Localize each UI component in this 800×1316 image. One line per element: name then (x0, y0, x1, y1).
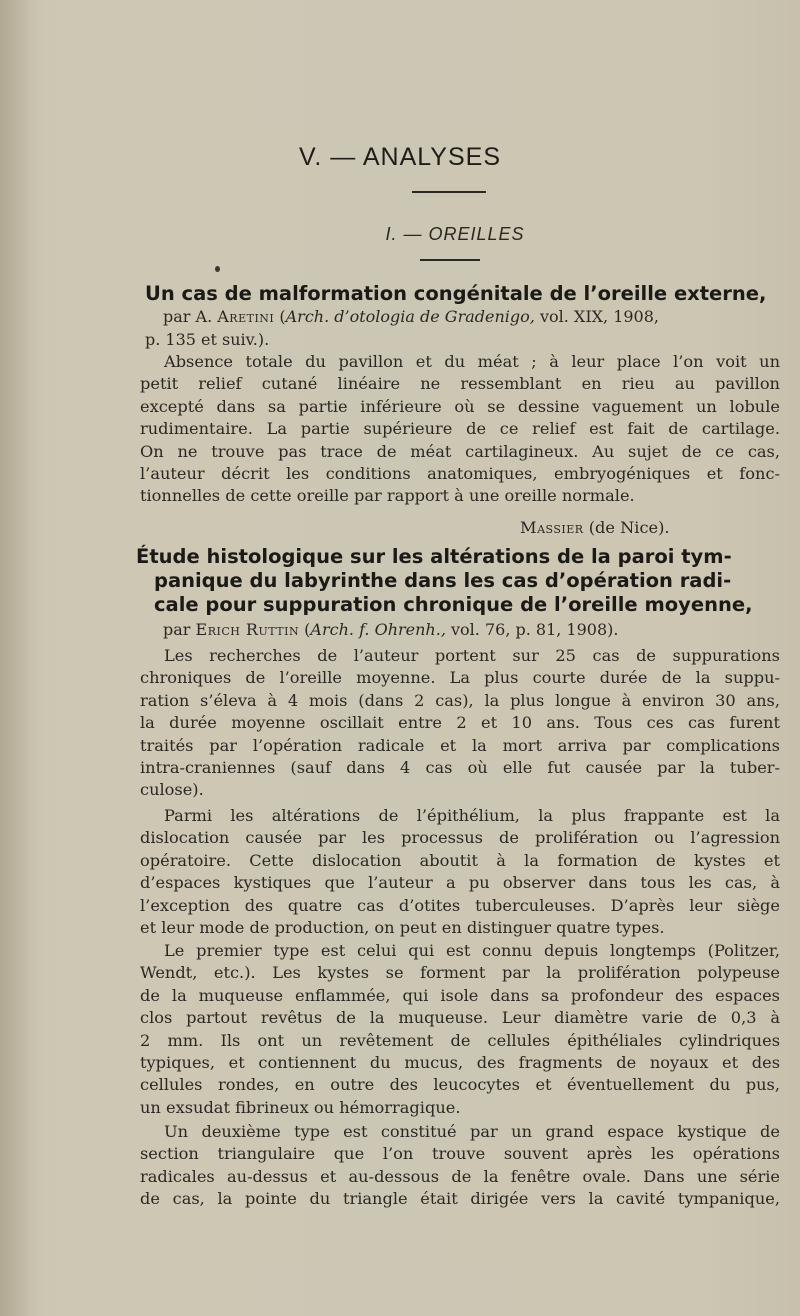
text-line: Parmi les altérations de l’épithélium, la plus frappante est la (164, 806, 780, 825)
citation-rest: vol. 76, p. 81, 1908). (445, 620, 619, 639)
text-line: On ne trouve pas trace de méat cartilagineux. Au sujet de ce cas, (140, 441, 780, 461)
citation-paren: ( (274, 307, 286, 326)
subsection-title: I. — OREILLES (385, 224, 525, 244)
citation-journal: Arch. d’otologia de Gradenigo, (285, 307, 535, 326)
citation-pages: p. 135 et suiv.). (145, 330, 270, 349)
article-2-paragraph-2 (140, 805, 780, 939)
section-title: V. — ANALYSES (299, 143, 501, 171)
text-line: 2 mm. Ils ont un revêtement de cellules épithéliales cylindriques (140, 1030, 780, 1050)
text-line: section triangulaire que l’on trouve souvent après les opérations (140, 1144, 780, 1164)
article-1-heading-line: Un cas de malformation congénitale de l’oreille externe, (145, 282, 767, 305)
text-line: tionnelles de cette oreille par rapport à une oreille normale. (140, 486, 635, 506)
text-line: typiques, et contiennent du mucus, des fragments de noyaux et des (140, 1053, 780, 1073)
article-2-paragraph-1 (140, 645, 780, 802)
article-1-citation-continued (145, 329, 765, 351)
signature-place: (de Nice). (583, 518, 670, 537)
text-line: Wendt, etc.). Les kystes se forment par la prolifération polypeuse (140, 963, 780, 983)
text-line: l’auteur décrit les conditions anatomiques, embryogéniques et fonc- (140, 464, 780, 484)
text-line: l’exception des quatre cas d’otites tuberculeuses. D’après leur siège (140, 895, 780, 915)
citation-journal: Arch. f. Ohrenh., (310, 620, 446, 639)
text-line: cellules rondes, en outre des leucocytes et éventuellement du pus, (140, 1075, 780, 1095)
ink-speck (215, 266, 220, 272)
article-2-paragraph-4 (140, 1121, 780, 1211)
article-2-heading-line: cale pour suppuration chronique de l’oreille moyenne, (154, 593, 753, 616)
text-line: Les recherches de l’auteur portent sur 25 cas de suppurations (164, 646, 780, 665)
article-2-heading-line: Étude histologique sur les altérations de la paroi tym- (136, 545, 732, 568)
subsection-rule (420, 259, 480, 261)
text-line: petit relief cutané linéaire ne ressemblant en rieu au pavillon (140, 374, 780, 394)
text-line: rudimentaire. La partie supérieure de ce relief est fait de cartilage. (140, 419, 780, 439)
article-2-heading-line: panique du labyrinthe dans les cas d’opération radi- (154, 569, 732, 592)
title-rule (412, 191, 486, 193)
text-line: excepté dans sa partie inférieure où se dessine vaguement un lobule (140, 396, 780, 416)
article-1-citation (163, 306, 783, 328)
article-2-citation (163, 619, 783, 641)
text-line: opératoire. Cette dislocation aboutit à la formation de kystes et (140, 850, 780, 870)
citation-prefix: par A. (163, 307, 218, 326)
text-line: radicales au-dessus et au-dessous de la fenêtre ovale. Dans une série (140, 1166, 780, 1186)
citation-paren: ( (299, 620, 311, 639)
citation-author: Aretini (217, 307, 275, 326)
text-line: chroniques de l’oreille moyenne. La plus courte durée de la suppu- (140, 668, 780, 688)
citation-author: Erich Ruttin (195, 620, 300, 639)
text-line: Absence totale du pavillon et du méat ; à leur place l’on voit un (164, 352, 780, 371)
text-line: un exsudat fibrineux ou hémorragique. (140, 1097, 461, 1117)
signature-name: Massier (520, 518, 584, 537)
page-gutter-shadow (0, 0, 28, 1316)
article-1-signature (520, 517, 780, 539)
article-2-paragraph-3 (140, 940, 780, 1119)
text-line: traités par l’opération radicale et la mort arriva par complications (140, 735, 780, 755)
text-line: Le premier type est celui qui est connu depuis longtemps (Politzer, (164, 941, 780, 960)
article-1-heading (145, 282, 785, 306)
text-line: de la muqueuse enflammée, qui isole dans sa profondeur des espaces (140, 985, 780, 1005)
article-2-heading (136, 545, 776, 617)
text-line: la durée moyenne oscillait entre 2 et 10 ans. Tous ces cas furent (140, 713, 780, 733)
article-1-body (140, 351, 780, 508)
text-line: d’espaces kystiques que l’auteur a pu observer dans tous les cas, à (140, 873, 780, 893)
text-line: ration s’éleva à 4 mois (dans 2 cas), la plus longue à environ 30 ans, (140, 690, 780, 710)
citation-rest: vol. XIX, 1908, (534, 307, 659, 326)
text-line: dislocation causée par les processus de prolifération ou l’agression (140, 828, 780, 848)
text-line: de cas, la pointe du triangle était dirigée vers la cavité tympanique, (140, 1189, 780, 1209)
text-line: clos partout revêtus de la muqueuse. Leur diamètre varie de 0,3 à (140, 1008, 780, 1028)
text-line: Un deuxième type est constitué par un grand espace kystique de (164, 1122, 780, 1141)
text-line: culose). (140, 780, 204, 800)
citation-prefix: par (163, 620, 196, 639)
text-line: et leur mode de production, on peut en distinguer quatre types. (140, 918, 665, 938)
text-line: intra-craniennes (sauf dans 4 cas où elle fut causée par la tuber- (140, 758, 780, 778)
